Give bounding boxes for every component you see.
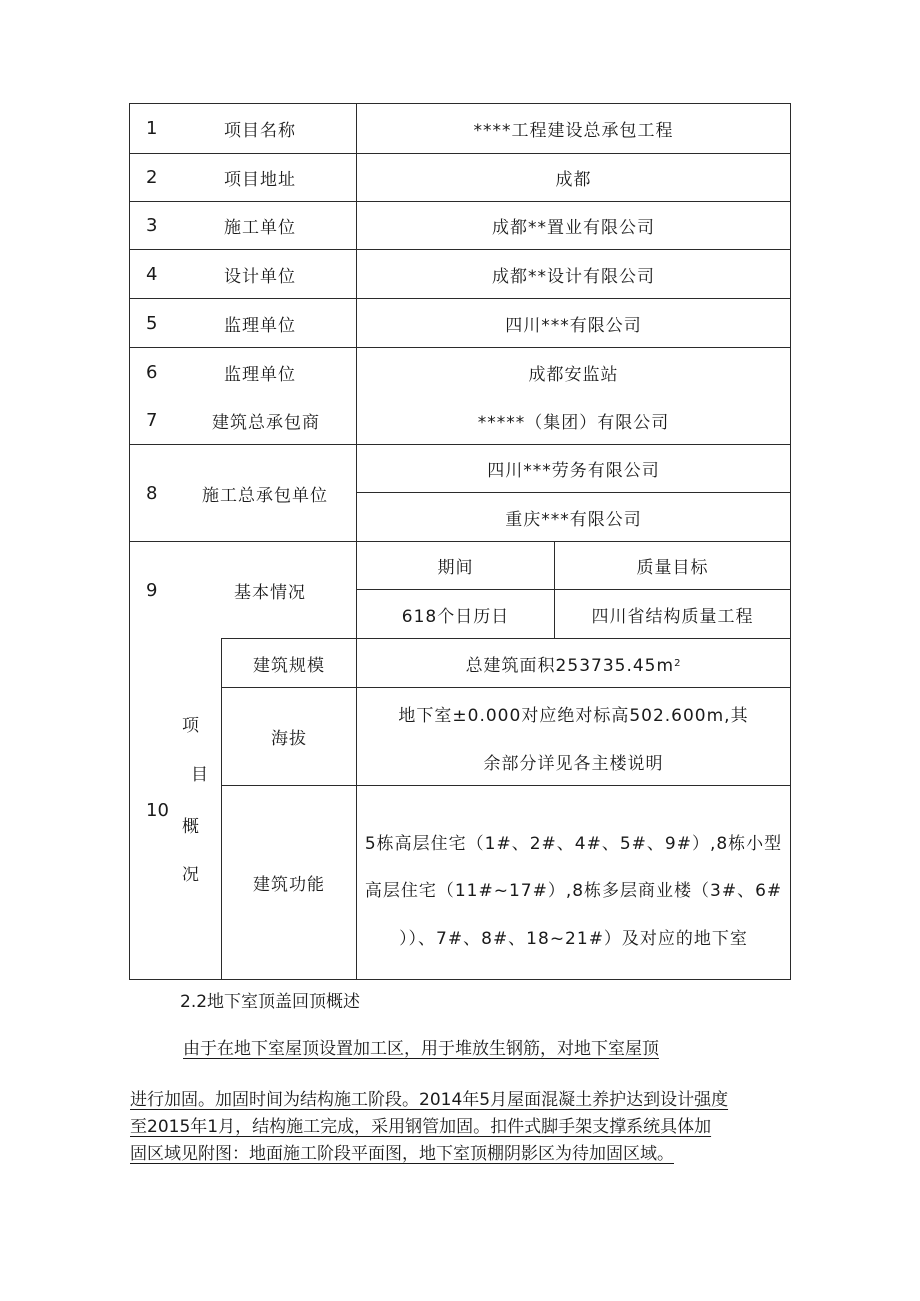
project-overview-char: 概 [182,817,199,837]
altitude-value-line: 地下室±0.000对应绝对标高502.600m,其 [398,705,749,726]
row-label: 监理单位 [224,364,296,385]
row-value: 重庆***有限公司 [505,509,642,530]
row-number: 5 [146,312,158,334]
row-value: 成都安监站 [528,364,619,385]
altitude-label: 海拔 [271,729,307,749]
row-label: 建筑总承包商 [212,412,320,433]
period-value: 618个日历日 [401,606,510,627]
row-value: 成都 [555,170,592,190]
altitude-value-line: 余部分详见各主楼说明 [483,753,664,774]
row-value: *****（集团）有限公司 [477,412,670,433]
row-number: 8 [146,482,158,504]
project-overview-char: 况 [182,865,199,885]
row-number: 2 [146,167,158,188]
row-label: 项目名称 [224,121,296,141]
row-value: 成都**置业有限公司 [492,218,655,238]
row-number: 4 [146,263,158,285]
quality-target-value: 四川省结构质量工程 [591,606,754,627]
building-function-line: 高层住宅（11#~17#）,8栋多层商业楼（3#、6# [364,880,783,901]
row-number: 7 [146,409,158,431]
row-value: 四川***劳务有限公司 [487,461,660,481]
row-label: 监理单位 [224,315,296,336]
row-number: 9 [146,579,158,601]
row-label: 施工总承包单位 [202,485,328,506]
row-value: 成都**设计有限公司 [492,266,655,287]
row-label: 施工单位 [224,218,296,238]
paragraph-line: 由于在地下室屋顶设置加工区，用于堆放生钢筋，对地下室屋顶 [183,1039,659,1059]
row-number: 3 [146,215,158,236]
row-value: 四川***有限公司 [505,315,642,336]
row-label: 基本情况 [234,582,306,603]
project-overview-char: 目 [191,765,208,785]
paragraph-line: 进行加固。加固时间为结构施工阶段。2014年5月屋面混凝土养护达到设计强度 [130,1090,729,1110]
row-label: 设计单位 [224,266,296,287]
row-number: 1 [146,118,158,139]
row-number: 6 [146,361,158,383]
paragraph-line: 至2015年1月，结构施工完成，采用钢管加固。扣件式脚手架支撑系统具体加 [130,1117,712,1137]
building-scale-value: 总建筑面积253735.45m 2 [465,655,682,676]
row-value: ****工程建设总承包工程 [473,121,674,141]
paragraph-line: 固区域见附图：地面施工阶段平面图，地下室顶棚阴影区为待加固区域。 [130,1144,674,1164]
row-label: 项目地址 [224,170,296,190]
period-header: 期间 [437,558,474,578]
section-heading: 2.2地下室顶盖回顶概述 [180,992,361,1012]
quality-target-header: 质量目标 [636,558,709,578]
building-function-line: ））、7#、8#、18~21#）及对应的地下室 [399,928,748,949]
row-number: 10 [146,799,169,821]
building-scale-label: 建筑规模 [253,655,325,676]
project-overview-char: 项 [182,716,199,736]
building-function-line: 5栋高层住宅（1#、2#、4#、5#、9#）,8栋小型 [364,833,783,854]
building-function-label: 建筑功能 [253,875,325,895]
